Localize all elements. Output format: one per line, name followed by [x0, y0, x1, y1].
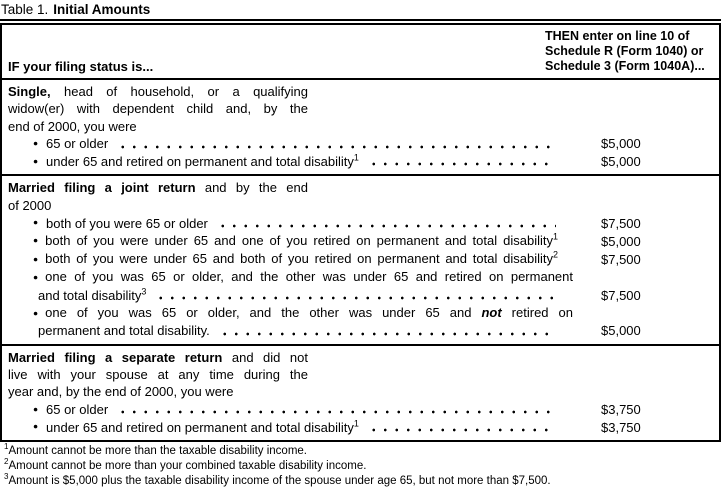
footnote	[4, 444, 721, 459]
bullet-icon: ●	[33, 155, 39, 166]
text-segment: under 65 and retired on permanent and total disability	[46, 419, 354, 435]
condition-text	[38, 322, 210, 339]
condition-text	[46, 401, 108, 418]
header-then-line: THEN enter on line 10 of	[545, 29, 690, 43]
bullet-icon: ●	[33, 253, 39, 264]
text-segment: head of household, or a qualifying	[50, 84, 308, 99]
amount-value: $7,500	[601, 252, 641, 268]
section-single	[2, 80, 719, 176]
header-then-line: Schedule R (Form 1040) or	[545, 44, 704, 58]
text-segment: one of you was 65 or older, and the other was under 65 and retired on permanent	[45, 269, 573, 285]
dot-leader	[368, 162, 556, 166]
text-segment: 65 or older	[46, 402, 109, 418]
header-then-line: Schedule 3 (Form 1040A)...	[545, 59, 705, 73]
dot-leader	[117, 410, 556, 414]
condition-line	[8, 135, 601, 153]
condition-row	[8, 418, 713, 436]
footnote	[4, 459, 721, 474]
condition-row	[8, 232, 713, 250]
text-segment: permanent and total disability.	[38, 323, 210, 339]
condition-text	[46, 215, 208, 232]
bullet-icon: ●	[33, 307, 39, 318]
section-intro-line	[8, 100, 308, 117]
header-filing-status: IF your filing status is...	[8, 59, 154, 74]
amount-value: $3,750	[601, 402, 641, 418]
text-segment: year and, by the end of 2000, you were	[8, 384, 234, 400]
text-segment: live with your spouse at any time during the	[8, 366, 308, 382]
text-segment: not	[481, 305, 502, 321]
condition-row	[8, 214, 713, 232]
condition-text	[38, 287, 146, 304]
amount-value: $7,500	[601, 215, 641, 231]
condition-row	[8, 287, 713, 304]
condition-line	[8, 418, 601, 436]
title-rule	[0, 19, 721, 21]
bullet-icon: ●	[33, 217, 39, 228]
dot-leader	[217, 224, 556, 228]
amount-value: $7,500	[601, 287, 641, 303]
amount-value: $5,000	[601, 154, 641, 170]
table-title-name: Initial Amounts	[53, 2, 151, 17]
bullet-icon: ●	[33, 235, 39, 246]
condition-text	[46, 135, 108, 152]
section-married-separate	[2, 346, 719, 440]
header-then-enter	[545, 29, 713, 74]
condition-row	[8, 304, 713, 322]
footnote-ref-superscript: 3	[141, 286, 147, 297]
footnote-ref: 2	[4, 457, 9, 467]
text-segment: and did not	[222, 349, 308, 365]
text-segment: one of you was 65 or older, and the other was under 65 and	[45, 305, 482, 321]
footnote-text: Amount is $5,000 plus the taxable disability income of the spouse under age 65, but not more than $7,500.	[8, 475, 551, 488]
dot-leader	[117, 145, 556, 149]
text-segment: and total disability	[38, 287, 142, 303]
condition-text	[46, 153, 359, 170]
condition-row	[8, 250, 713, 268]
condition-line	[8, 268, 713, 286]
table-title	[0, 1, 721, 19]
text-segment: under 65 and retired on permanent and total disability	[46, 154, 354, 170]
text-segment: retired on	[501, 305, 573, 321]
footnote-ref-superscript: 1	[353, 418, 359, 429]
footnote-text: Amount cannot be more than your combined taxable disability income.	[8, 460, 367, 473]
text-segment: 65 or older	[46, 136, 109, 152]
table-header-row	[2, 25, 719, 80]
footnote-ref-superscript: 2	[552, 249, 558, 260]
bullet-icon: ●	[33, 421, 39, 432]
dot-leader	[155, 296, 556, 300]
condition-line	[8, 401, 601, 419]
section-intro-line	[8, 179, 308, 196]
condition-line	[8, 322, 601, 339]
bullet-icon: ●	[33, 403, 39, 414]
table-title-prefix: Table 1.	[1, 2, 49, 17]
condition-row	[8, 401, 713, 419]
condition-line	[8, 304, 713, 322]
condition-line	[8, 214, 601, 232]
condition-line	[8, 250, 601, 268]
section-intro-line	[8, 366, 308, 383]
condition-text	[46, 419, 359, 436]
text-segment: Married filing a separate return	[8, 349, 223, 365]
section-intro-line	[8, 118, 308, 135]
text-segment: both of you were under 65 and both of you retired on permanent and total disability	[45, 251, 553, 267]
amount-value: $5,000	[601, 233, 641, 249]
text-segment: Married filing a joint return	[8, 180, 196, 196]
condition-line	[8, 232, 601, 250]
section-intro-line	[8, 83, 308, 100]
text-segment: end of 2000, you were	[8, 118, 137, 134]
footnote-ref-superscript: 1	[353, 152, 359, 163]
amount-value: $5,000	[601, 323, 641, 339]
bullet-icon: ●	[33, 137, 39, 148]
text-segment: both of you were 65 or older	[46, 215, 208, 231]
condition-row	[8, 322, 713, 339]
text-segment: and by the end	[195, 180, 308, 196]
initial-amounts-table	[0, 23, 721, 442]
text-segment: Single,	[8, 84, 51, 99]
text-segment: of 2000	[8, 197, 52, 213]
section-intro-line	[8, 197, 308, 214]
condition-line	[8, 153, 601, 171]
section-intro-line	[8, 349, 308, 366]
bullet-icon: ●	[33, 271, 39, 282]
dot-leader	[368, 428, 556, 432]
amount-value: $5,000	[601, 136, 641, 152]
amount-value: $3,750	[601, 419, 641, 435]
footnotes	[0, 444, 721, 489]
section-married-joint	[2, 176, 719, 345]
text-segment: both of you were under 65 and one of you retired on permanent and total disability	[45, 232, 553, 248]
footnote-text: Amount cannot be more than the taxable disability income.	[8, 445, 307, 458]
text-segment: widow(er) with dependent child and, by the	[8, 101, 308, 117]
condition-row	[8, 153, 713, 171]
section-intro-line	[8, 383, 308, 400]
footnote-ref-superscript: 1	[552, 231, 558, 242]
footnote-ref: 3	[4, 472, 9, 482]
dot-leader	[219, 332, 556, 336]
condition-row	[8, 268, 713, 286]
condition-line	[8, 287, 601, 304]
footnote-ref: 1	[4, 442, 9, 452]
condition-row	[8, 135, 713, 153]
